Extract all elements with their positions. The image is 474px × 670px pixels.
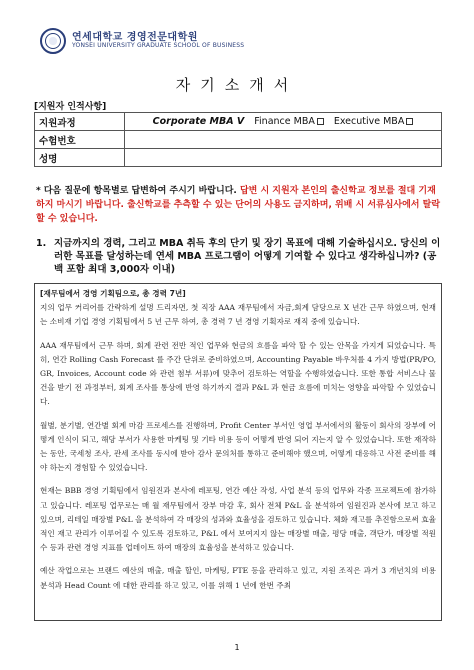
university-name-kr: 연세대학교 경영전문대학원 [72, 31, 198, 43]
answer-paragraph: 월별, 분기별, 연간별 회계 마감 프로세스를 진행하며, Profit Center 부서인 영업 부서에서의 활동이 회사의 장부에 어떻게 인식이 되고, 해당 부서가 사용한 마케팅 및 기타 비용 등이 어떻게 반영 되어 지는지 알 수 있었습니다. 또한 재작하는 동안, 국세청 조사, 관세 조사를 동시에 받아 감사 문의처를 통하고 준비해야 했으며, 어떻게 대응하고 사전 준비를 해야 하는지 경험할 수 있었습니다. [40, 420, 436, 473]
name-row [35, 149, 442, 167]
university-header [40, 28, 244, 54]
question-text: 지금까지의 경력, 그리고 MBA 취득 후의 단기 및 장기 목표에 대해 기술하십시오. 당신의 이러한 목표를 달성하는데 연세 MBA 프로그램이 어떻게 기여할 수 있다고 생각하십니까? (공백 포함 최대 3,000자 이내) [54, 238, 441, 275]
instruction-notice [36, 184, 442, 226]
program-label: 지원과정 [35, 113, 125, 131]
program-option-executive[interactable]: Executive MBA [334, 116, 414, 127]
university-seal-icon [40, 28, 66, 54]
exam-number-row [35, 131, 442, 149]
name-field[interactable] [125, 149, 442, 167]
answer-paragraph: 예산 작업으로는 브랜드 예산의 매출, 매출 할인, 마케팅, FTE 등을 관리하고 있고, 지원 조직은 과거 3 개년치의 비용 분석과 Head Count 에 대한 관리를 하고 있고, 이를 위해 1 년에 한번 주최 [40, 566, 436, 590]
page-title: 자기소개서 [175, 76, 299, 94]
answer-subtitle: [재무팀에서 경영 기획팀으로, 총 경력 7년] [40, 289, 186, 298]
checkbox-icon[interactable] [317, 118, 324, 125]
university-name-en: YONSEI UNIVERSITY GRADUATE SCHOOL OF BUSINESS [72, 42, 245, 50]
question-1 [36, 237, 442, 276]
notice-instruction: * 다음 질문에 항목별로 답변하여 주시기 바랍니다. [36, 186, 237, 196]
applicant-info-table [34, 112, 442, 167]
program-options [125, 113, 442, 131]
program-row [35, 113, 442, 131]
answer-paragraph: 현재는 BBB 경영 기획팀에서 임원진과 본사에 레포팅, 연간 예산 작성, 사업 분석 등의 업무와 각종 프로젝트에 참가하고 있습니다. 레포팅 업무로는 매 월 재무팀에서 장부 마감 후, 회사 전체 P&L 을 분석하여 임원진과 본사에 보고 하고 있으며, 리테일 매장별 P&L 을 분석하여 각 매장의 성과와 효율성을 검토하고 있습니다. 체화 재고를 추진함으로써 효율적인 재고 관리가 이루어질 수 있도록 검토하고, P&L 에서 보여지지 않는 매장별 매출, 평당 매출, 객단가, 매장별 적원 수 등과 관련 경영 지표를 업데이트 하여 매장의 효율성을 분석하고 있습니다. [40, 486, 436, 553]
notice-warning: 답변 시 지원자 본인의 출신학교 정보를 절대 기재하지 마시기 바랍니다. 출신학교를 추측할 수 있는 단어의 사용도 금지하며, 위배 시 서류심사에서 탈락할 수 있습니다. [36, 186, 441, 224]
name-label: 성명 [35, 149, 125, 167]
applicant-section-label: [지원자 인적사항] [34, 102, 107, 112]
answer-paragraph: 지의 업무 커리어를 간략하게 설명 드리자면, 첫 직장 AAA 재무팀에서 자금,회계 담당으로 X 년간 근무 하였으며, 현재는 소비재 기업 경영 기획팀에서 5 년 근무 하여, 총 경력 7 년 경영 기획자로 재직 중에 있습니다. [40, 303, 436, 327]
page-number: 1 [234, 643, 240, 652]
answer-paragraph: AAA 재무팀에서 근무 하며, 회계 관련 전반 적인 업무와 현금의 흐름을 파악 할 수 있는 안목을 가지게 되었습니다. 특히, 연간 Rolling Cash Forecast 를 주간 단위로 준비하였으며, Accounting Payable 바우처를 4 가지 방법(PR/PO, GR, Invoices, Account code 와 관련 첨부 서류)에 맞추어 검토하는 역할을 수행하였습니다. 또한 통합 서비스나 물건을 받기 전 과정부터, 회계 조사를 통상에 반영 하기까지 결과 P&L 과 현금 흐름에 미치는 영향을 파악할 수 있었습니다. [40, 340, 436, 407]
exam-number-label: 수험번호 [35, 131, 125, 149]
program-selected: Corporate MBA V [152, 116, 245, 127]
question-number: 1. [36, 238, 47, 249]
exam-number-field[interactable] [125, 131, 442, 149]
answer-box[interactable] [34, 283, 442, 621]
checkbox-icon[interactable] [406, 118, 413, 125]
program-option-finance[interactable]: Finance MBA [254, 116, 324, 127]
